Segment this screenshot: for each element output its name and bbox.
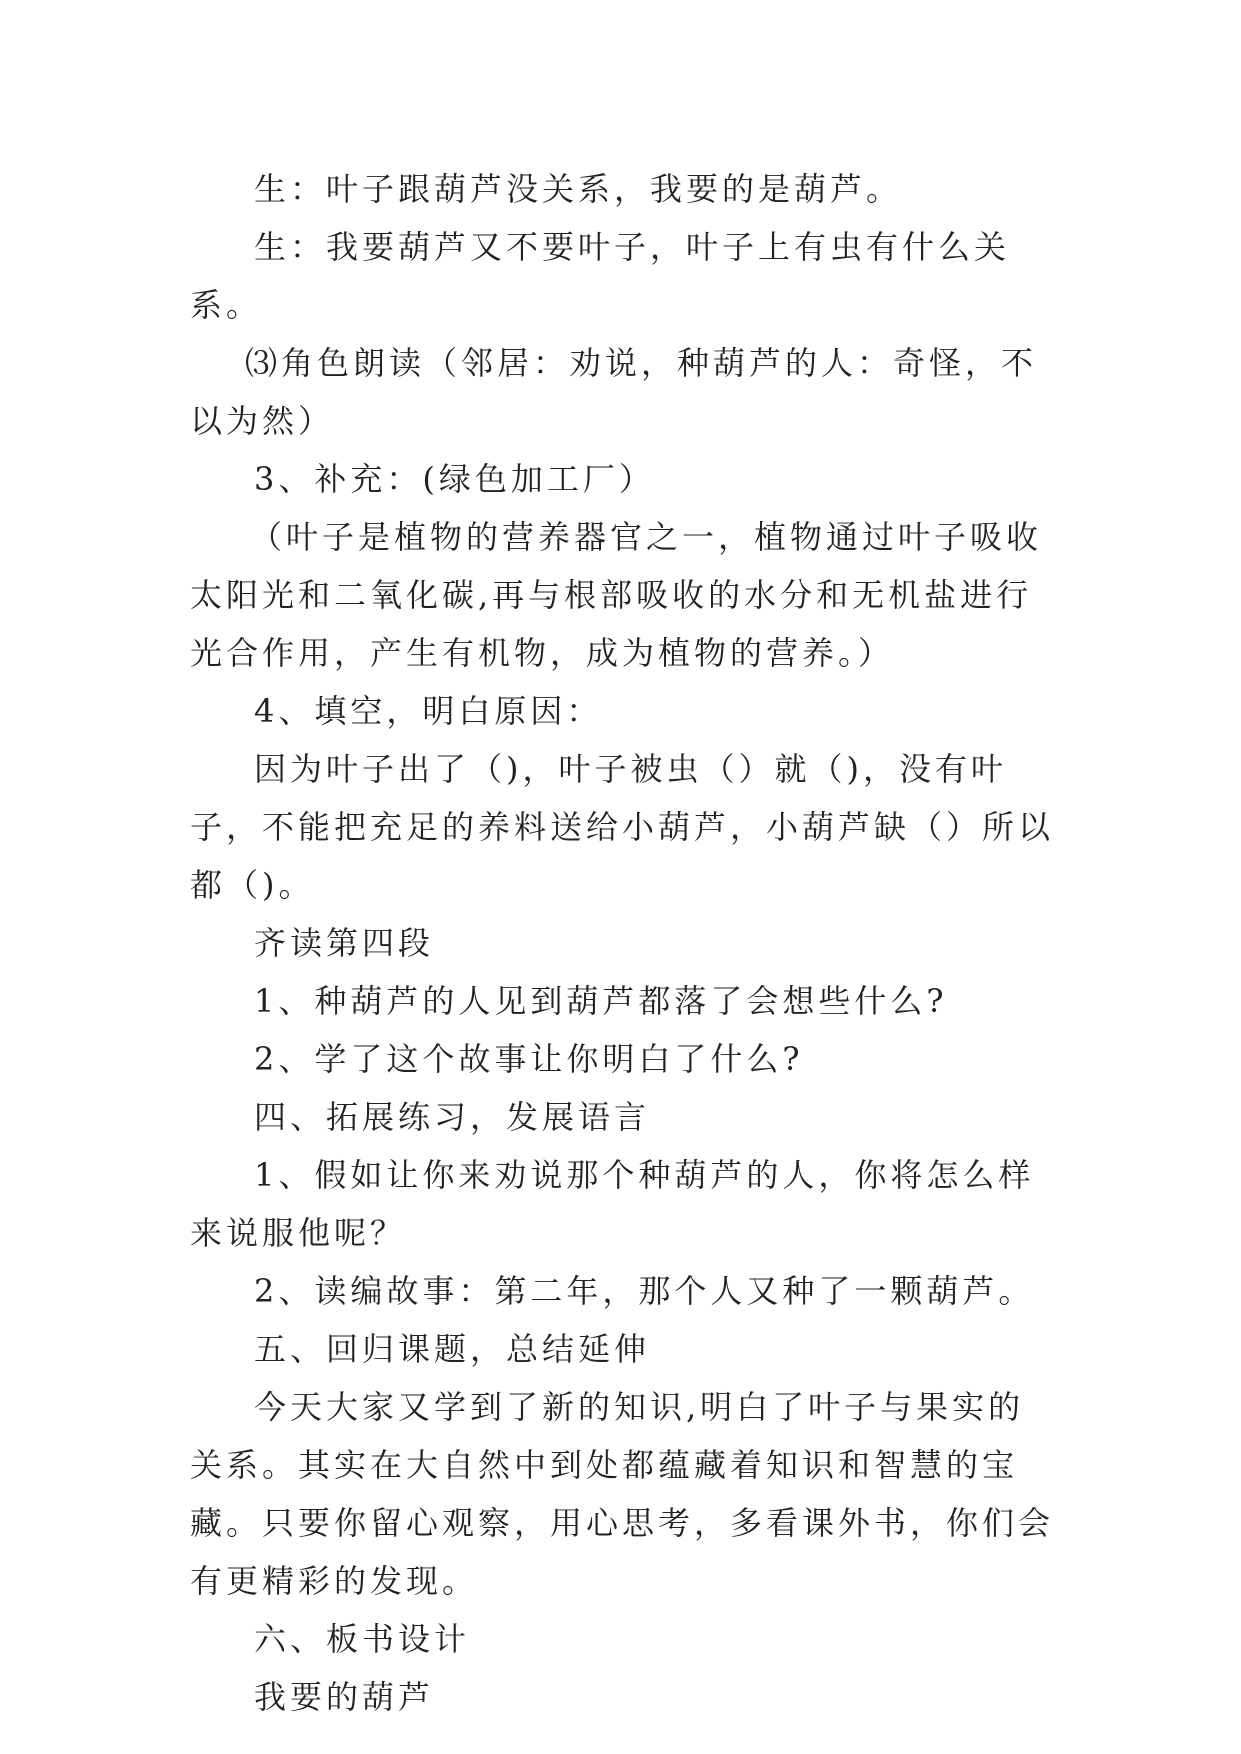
paragraph: 3、补充：(绿色加工厂） [254,460,655,498]
paragraph: 1、假如让你来劝说那个种葫芦的人，你将怎么样来说服他呢？ [190,1156,1035,1252]
section-heading: 六、板书设计 [254,1620,471,1658]
paragraph: ⑶角色朗读（邻居：劝说，种葫芦的人：奇怪，不以为然） [190,344,1038,440]
paragraph: 生：叶子跟葫芦没关系，我要的是葫芦。 [254,170,903,208]
paragraph: 2、学了这个故事让你明白了什么? [254,1040,804,1078]
section-heading: 五、回归课题，总结延伸 [254,1330,651,1368]
paragraph: 1、种葫芦的人见到葫芦都落了会想些什么? [254,982,948,1020]
paragraph: （叶子是植物的营养器官之一，植物通过叶子吸收太阳光和二氧化碳,再与根部吸收的水分和无机盐进行光合作用，产生有机物，成为植物的营养。） [190,518,1043,672]
paragraph: 今天大家又学到了新的知识,明白了叶子与果实的关系。其实在大自然中到处都蕴藏着知识和智慧的宝藏。只要你留心观察，用心思考，多看课外书，你们会有更精彩的发现。 [190,1388,1055,1600]
paragraph: 齐读第四段 [254,924,435,962]
section-heading: 四、拓展练习，发展语言 [254,1098,651,1136]
paragraph: 我要的葫芦 [254,1678,435,1716]
document-body [190,160,1060,1726]
paragraph: 2、读编故事：第二年，那个人又种了一颗葫芦。 [254,1272,1035,1310]
paragraph: 4、填空，明白原因： [254,692,603,730]
paragraph: 因为叶子出了（)，叶子被虫（）就（)，没有叶子，不能把充足的养料送给小葫芦，小葫芦缺（）所以都（)。 [190,750,1055,904]
paragraph: 生：我要葫芦又不要叶子，叶子上有虫有什么关系。 [190,228,1011,324]
